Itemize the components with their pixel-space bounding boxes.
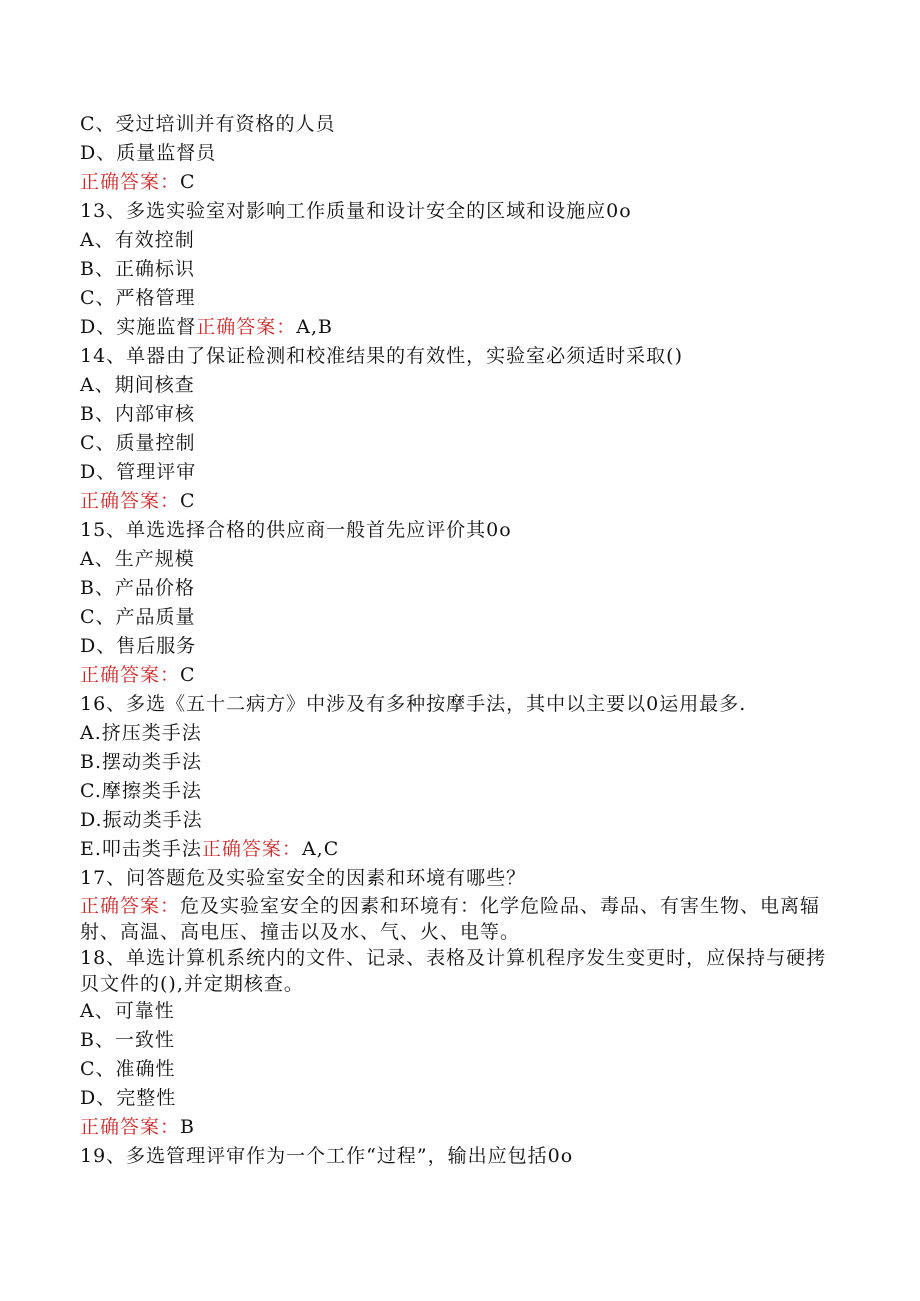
option-line: A、有效控制 xyxy=(80,229,195,251)
option-line: C、产品质量 xyxy=(80,606,196,628)
option-line: D、管理评审 xyxy=(80,461,197,483)
answer-value: B xyxy=(180,1116,195,1138)
option-line: A、期间核查 xyxy=(80,374,195,396)
answer-line xyxy=(80,487,840,516)
answer-value: C xyxy=(180,664,196,686)
question-title: 18、单选计算机系统内的文件、记录、表格及计算机程序发生变更时，应保持与硬拷贝文件的(),并定期核查。 xyxy=(80,947,827,995)
answer-value: A,C xyxy=(301,838,340,860)
option-line: B、产品价格 xyxy=(80,577,195,599)
answer-value: A,B xyxy=(296,316,333,338)
option-line: D、售后服务 xyxy=(80,635,197,657)
option-line: B、正确标识 xyxy=(80,258,195,280)
option-line: C.摩擦类手法 xyxy=(80,780,202,802)
question-title: 14、单器由了保证检测和校准结果的有效性，实验室必须适时采取() xyxy=(80,345,684,367)
option-with-answer-line xyxy=(80,313,840,342)
option-text: D、实施监督 xyxy=(80,316,197,338)
answer-value: 危及实验室安全的因素和环境有：化学危险品、毒品、有害生物、电离辐射、高温、高电压、撞击以及水、气、火、电等。 xyxy=(80,895,821,943)
option-line: A、生产规模 xyxy=(80,548,195,570)
answer-label: 正确答案： xyxy=(80,171,181,193)
option-with-answer-line xyxy=(80,835,840,864)
question-title: 17、问答题危及实验室安全的因素和环境有哪些？ xyxy=(80,867,527,889)
answer-line xyxy=(80,168,840,197)
answer-line xyxy=(80,1113,840,1142)
answer-line xyxy=(80,661,840,690)
answer-label: 正确答案： xyxy=(80,895,181,917)
option-line: B.摆动类手法 xyxy=(80,751,203,773)
answer-label: 正确答案： xyxy=(196,316,297,338)
option-line: B、内部审核 xyxy=(80,403,195,425)
question-title: 19、多选管理评审作为一个工作“过程”，输出应包括0o xyxy=(80,1145,574,1167)
option-line: C、准确性 xyxy=(80,1058,176,1080)
option-line: D.振动类手法 xyxy=(80,809,203,831)
answer-paragraph xyxy=(80,893,840,945)
question-title: 16、多选《五十二病方》中涉及有多种按摩手法，其中以主要以0运用最多. xyxy=(80,693,747,715)
answer-label: 正确答案： xyxy=(80,664,181,686)
option-line: B、一致性 xyxy=(80,1029,175,1051)
option-line: A、可靠性 xyxy=(80,1000,175,1022)
option-line: C、严格管理 xyxy=(80,287,196,309)
option-line: C、质量控制 xyxy=(80,432,196,454)
option-text: E.叩击类手法 xyxy=(80,838,202,860)
option-line: A.挤压类手法 xyxy=(80,722,202,744)
question-title: 13、多选实验室对影响工作质量和设计安全的区域和设施应0o xyxy=(80,200,632,222)
question-title: 15、单选选择合格的供应商一般首先应评价其0o xyxy=(80,519,512,541)
option-line: C、受过培训并有资格的人员 xyxy=(80,113,336,135)
answer-label: 正确答案： xyxy=(201,838,302,860)
document-page xyxy=(80,110,840,1171)
answer-value: C xyxy=(180,171,196,193)
option-line: D、完整性 xyxy=(80,1087,177,1109)
option-line: D、质量监督员 xyxy=(80,142,217,164)
answer-label: 正确答案： xyxy=(80,490,181,512)
answer-label: 正确答案： xyxy=(80,1116,181,1138)
answer-value: C xyxy=(180,490,196,512)
